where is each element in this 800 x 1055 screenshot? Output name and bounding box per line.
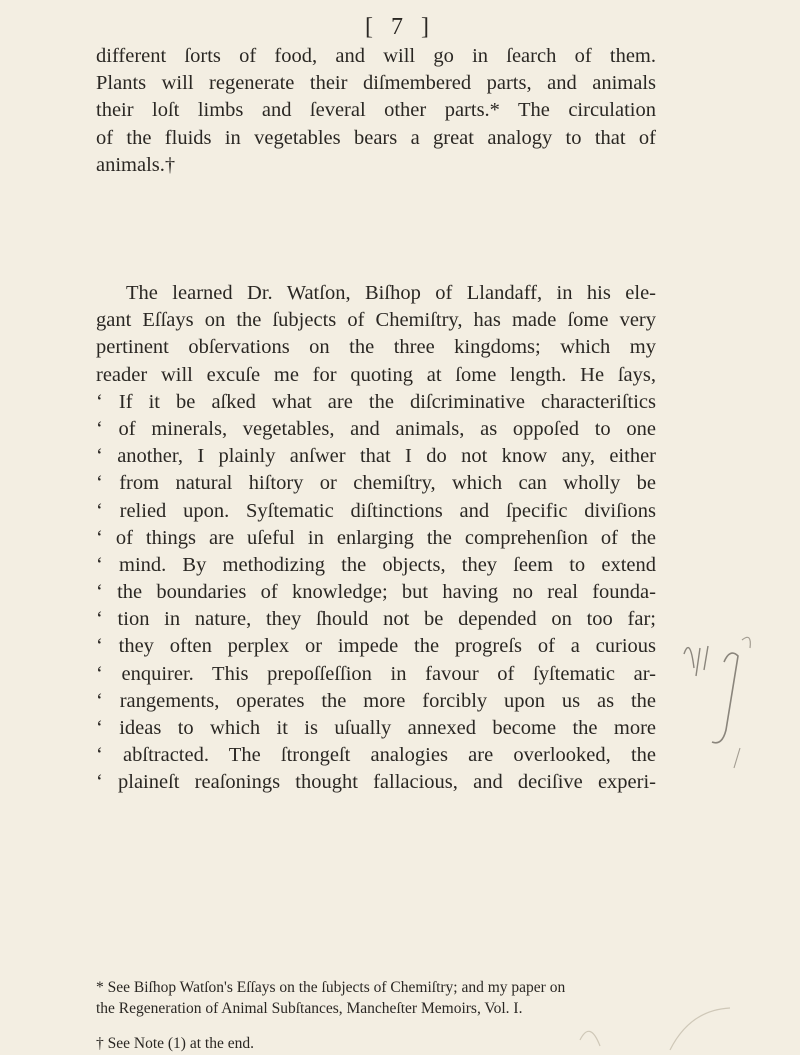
footnote-2: † See Note (1) at the end. [96, 1035, 254, 1052]
page-number: [ 7 ] [365, 14, 435, 40]
text-line: ‘ abſtracted. The ſtrongeſt analogies are overlooked, the [96, 744, 656, 767]
text-line: animals.† [96, 153, 176, 176]
text-line: ‘ tion in nature, they ſhould not be depended on too far; [96, 608, 656, 631]
text-line: gant Eſſays on the ſubjects of Chemiſtry, has made ſome very [96, 309, 656, 332]
text-line: ‘ relied upon. Syſtematic diſtinctions and ſpecific diviſions [96, 499, 656, 522]
text-line: ‘ the boundaries of knowledge; but having no real founda- [96, 581, 656, 604]
footnote-1-line-2: the Regeneration of Animal Subſtances, Mancheſter Memoirs, Vol. I. [96, 1000, 523, 1017]
text-line: reader will excuſe me for quoting at ſome length. He ſays, [96, 363, 656, 386]
show-through-ink [560, 1000, 740, 1055]
text-line: ‘ of minerals, vegetables, and animals, as oppoſed to one [96, 417, 656, 440]
text-line: different ſorts of food, and will go in ſearch of them. [96, 45, 656, 67]
paragraph-2 [96, 280, 656, 797]
text-line: ‘ they often perplex or impede the progreſs of a curious [96, 635, 656, 658]
text-line: ‘ of things are uſeful in enlarging the comprehenſion of the [96, 526, 656, 549]
paragraph-1 [96, 43, 656, 179]
text-line: their loſt limbs and ſeveral other parts.* The circulation [96, 99, 656, 122]
text-line: The learned Dr. Watſon, Biſhop of Llandaff, in his ele- [126, 282, 656, 304]
text-line: of the fluids in vegetables bears a great analogy to that of [96, 126, 656, 149]
text-line: ‘ If it be aſked what are the diſcriminative characteriſtics [96, 390, 656, 413]
text-line: Plants will regenerate their diſmembered parts, and animals [96, 72, 656, 95]
text-line: ‘ another, I plainly anſwer that I do not know any, either [96, 445, 656, 468]
text-line: ‘ rangements, operates the more forcibly upon us as the [96, 689, 656, 712]
text-line: ‘ enquirer. This prepoſſeſſion in favour of ſyſtematic ar- [96, 662, 656, 685]
text-line: ‘ plaineſt reaſonings thought fallacious, and deciſive experi- [96, 771, 656, 794]
text-line: ‘ from natural hiſtory or chemiſtry, which can wholly be [96, 472, 656, 495]
text-line: ‘ ideas to which it is uſually annexed become the more [96, 717, 656, 739]
text-line: pertinent obſervations on the three kingdoms; which my [96, 336, 656, 359]
text-line: ‘ mind. By methodizing the objects, they ſeem to extend [96, 553, 656, 576]
marginal-ink-mark [680, 618, 760, 778]
footnote-1-line-1: * See Biſhop Watſon's Eſſays on the ſubjects of Chemiſtry; and my paper on [96, 979, 566, 996]
